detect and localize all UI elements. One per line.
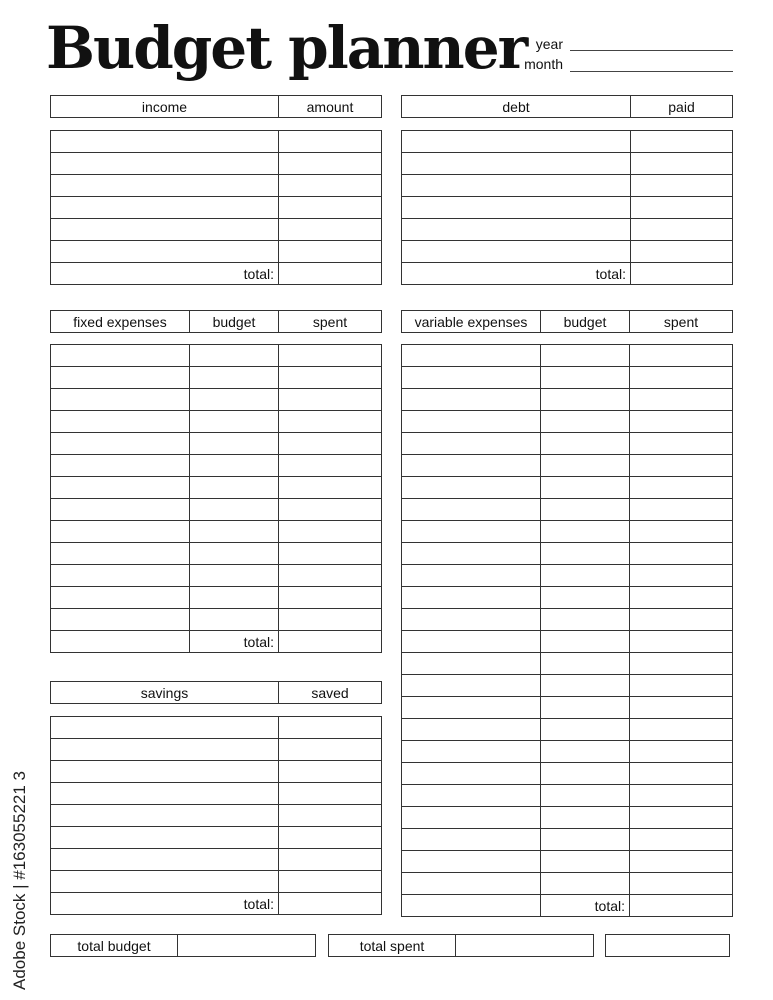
table-row — [402, 411, 733, 433]
total-row — [402, 895, 733, 917]
table-cell[interactable] — [402, 741, 541, 763]
fixed-expenses-col-label: fixed expenses — [51, 311, 190, 333]
table-cell[interactable] — [51, 609, 190, 631]
table-cell[interactable] — [190, 521, 279, 543]
table-cell[interactable] — [279, 827, 382, 849]
table-cell[interactable] — [279, 131, 382, 153]
table-cell[interactable] — [541, 829, 630, 851]
year-label: year — [535, 36, 563, 52]
table-cell[interactable] — [541, 851, 630, 873]
table-row — [402, 131, 733, 153]
table-row — [402, 807, 733, 829]
table-cell[interactable] — [630, 653, 733, 675]
table-cell[interactable] — [402, 697, 541, 719]
table-cell[interactable] — [541, 631, 630, 653]
table-cell[interactable] — [190, 411, 279, 433]
table-row — [51, 565, 382, 587]
month-label: month — [524, 56, 563, 72]
table-cell[interactable] — [51, 543, 190, 565]
table-cell[interactable] — [541, 653, 630, 675]
table-cell[interactable] — [402, 345, 541, 367]
table-row — [402, 675, 733, 697]
table-cell[interactable] — [51, 871, 279, 893]
table-cell[interactable] — [631, 197, 733, 219]
table-row — [402, 499, 733, 521]
table-cell[interactable] — [630, 543, 733, 565]
table-cell[interactable] — [279, 609, 382, 631]
table-cell[interactable] — [51, 175, 279, 197]
table-cell[interactable] — [402, 455, 541, 477]
total-spent-box — [328, 934, 594, 957]
month-field[interactable] — [570, 71, 733, 72]
table-cell[interactable] — [51, 805, 279, 827]
total-value-field[interactable] — [631, 263, 733, 285]
table-cell[interactable] — [51, 455, 190, 477]
variable-expenses-header — [401, 310, 733, 333]
table-row — [51, 609, 382, 631]
table-cell[interactable] — [541, 719, 630, 741]
table-cell[interactable] — [402, 197, 631, 219]
table-cell[interactable] — [402, 587, 541, 609]
table-row — [402, 521, 733, 543]
table-row — [402, 653, 733, 675]
table-cell[interactable] — [402, 521, 541, 543]
table-cell[interactable] — [279, 521, 382, 543]
table-cell[interactable] — [541, 411, 630, 433]
table-row — [402, 175, 733, 197]
debt-col-label: debt — [402, 96, 631, 118]
table-cell[interactable] — [51, 367, 190, 389]
table-cell[interactable] — [402, 477, 541, 499]
fixed-expenses-header — [50, 310, 382, 333]
table-row — [402, 153, 733, 175]
table-row — [51, 241, 382, 263]
table-cell[interactable] — [190, 477, 279, 499]
table-cell[interactable] — [630, 719, 733, 741]
table-cell[interactable] — [51, 477, 190, 499]
total-row — [51, 631, 382, 653]
fixed-expenses-table[interactable] — [50, 344, 382, 653]
table-row — [51, 543, 382, 565]
fixed-spent-col-label: spent — [279, 311, 382, 333]
table-row — [402, 389, 733, 411]
table-cell[interactable] — [402, 719, 541, 741]
table-cell[interactable] — [630, 433, 733, 455]
table-row — [51, 587, 382, 609]
table-cell[interactable] — [279, 175, 382, 197]
table-cell[interactable] — [51, 499, 190, 521]
total-label: total: — [51, 893, 279, 915]
table-row — [402, 785, 733, 807]
table-row — [51, 219, 382, 241]
table-cell[interactable] — [279, 849, 382, 871]
table-row — [51, 477, 382, 499]
table-cell[interactable] — [541, 741, 630, 763]
total-value-field[interactable] — [279, 263, 382, 285]
table-cell[interactable] — [51, 131, 279, 153]
table-row — [51, 389, 382, 411]
table-cell[interactable] — [279, 477, 382, 499]
debt-table[interactable] — [401, 130, 733, 285]
table-row — [402, 433, 733, 455]
table-cell[interactable] — [279, 433, 382, 455]
total-spent-field[interactable] — [456, 935, 594, 957]
table-cell[interactable] — [402, 411, 541, 433]
table-cell[interactable] — [402, 851, 541, 873]
table-cell[interactable] — [402, 389, 541, 411]
table-cell[interactable] — [402, 175, 631, 197]
table-cell[interactable] — [631, 131, 733, 153]
table-cell[interactable] — [279, 367, 382, 389]
table-cell[interactable] — [631, 219, 733, 241]
debt-header — [401, 95, 733, 118]
table-cell[interactable] — [631, 175, 733, 197]
table-row — [402, 197, 733, 219]
table-cell[interactable] — [279, 565, 382, 587]
table-cell[interactable] — [630, 477, 733, 499]
table-cell[interactable] — [51, 565, 190, 587]
table-row — [402, 345, 733, 367]
table-cell[interactable] — [630, 785, 733, 807]
remaining-box[interactable] — [605, 934, 730, 957]
table-row — [51, 805, 382, 827]
table-cell[interactable] — [190, 455, 279, 477]
table-cell[interactable] — [51, 761, 279, 783]
table-cell[interactable] — [279, 499, 382, 521]
table-cell[interactable] — [279, 241, 382, 263]
table-cell[interactable] — [630, 631, 733, 653]
table-cell[interactable] — [51, 219, 279, 241]
fixed-budget-col-label: budget — [190, 311, 279, 333]
table-cell[interactable] — [51, 849, 279, 871]
amount-col-label: amount — [279, 96, 382, 118]
table-row — [402, 697, 733, 719]
table-row — [51, 871, 382, 893]
table-cell[interactable] — [541, 873, 630, 895]
savings-table[interactable] — [50, 716, 382, 915]
table-cell[interactable] — [402, 895, 541, 917]
table-cell[interactable] — [630, 873, 733, 895]
total-label: total: — [541, 895, 630, 917]
table-cell[interactable] — [402, 153, 631, 175]
variable-expenses-col-label: variable expenses — [402, 311, 541, 333]
table-cell[interactable] — [190, 433, 279, 455]
table-row — [402, 609, 733, 631]
table-cell[interactable] — [630, 675, 733, 697]
table-cell[interactable] — [279, 805, 382, 827]
table-row — [51, 849, 382, 871]
table-row — [51, 739, 382, 761]
table-cell[interactable] — [402, 433, 541, 455]
table-row — [402, 631, 733, 653]
table-cell[interactable] — [402, 829, 541, 851]
table-row — [402, 873, 733, 895]
table-cell[interactable] — [541, 389, 630, 411]
total-value-field[interactable] — [279, 631, 382, 653]
table-cell[interactable] — [51, 433, 190, 455]
table-cell[interactable] — [630, 609, 733, 631]
table-row — [402, 763, 733, 785]
table-cell[interactable] — [541, 367, 630, 389]
table-row — [402, 455, 733, 477]
income-col-label: income — [51, 96, 279, 118]
table-cell[interactable] — [190, 587, 279, 609]
table-cell[interactable] — [279, 219, 382, 241]
table-cell[interactable] — [541, 587, 630, 609]
table-row — [51, 455, 382, 477]
table-cell[interactable] — [631, 153, 733, 175]
table-cell[interactable] — [51, 631, 190, 653]
table-cell[interactable] — [51, 345, 190, 367]
table-cell[interactable] — [190, 345, 279, 367]
table-cell[interactable] — [279, 389, 382, 411]
table-cell[interactable] — [402, 565, 541, 587]
table-row — [402, 219, 733, 241]
total-value-field[interactable] — [630, 895, 733, 917]
remaining-field[interactable] — [606, 935, 730, 957]
table-cell[interactable] — [279, 455, 382, 477]
savings-col-label: savings — [51, 682, 279, 704]
table-cell[interactable] — [402, 609, 541, 631]
table-cell[interactable] — [630, 455, 733, 477]
table-row — [51, 717, 382, 739]
total-row — [402, 263, 733, 285]
table-cell[interactable] — [630, 763, 733, 785]
table-cell[interactable] — [402, 543, 541, 565]
table-row — [402, 587, 733, 609]
table-row — [51, 761, 382, 783]
table-cell[interactable] — [541, 499, 630, 521]
table-cell[interactable] — [402, 873, 541, 895]
table-row — [402, 565, 733, 587]
table-cell[interactable] — [541, 785, 630, 807]
table-cell[interactable] — [541, 433, 630, 455]
table-cell[interactable] — [190, 543, 279, 565]
variable-budget-col-label: budget — [541, 311, 630, 333]
savings-header — [50, 681, 382, 704]
table-row — [51, 521, 382, 543]
table-cell[interactable] — [402, 131, 631, 153]
table-row — [51, 827, 382, 849]
table-cell[interactable] — [402, 631, 541, 653]
table-cell[interactable] — [51, 197, 279, 219]
table-cell[interactable] — [279, 153, 382, 175]
table-cell[interactable] — [279, 587, 382, 609]
table-row — [51, 783, 382, 805]
table-cell[interactable] — [51, 717, 279, 739]
table-cell[interactable] — [279, 345, 382, 367]
table-cell[interactable] — [541, 675, 630, 697]
table-cell[interactable] — [630, 499, 733, 521]
table-row — [51, 345, 382, 367]
table-cell[interactable] — [402, 675, 541, 697]
table-cell[interactable] — [51, 739, 279, 761]
table-cell[interactable] — [541, 697, 630, 719]
table-cell[interactable] — [51, 521, 190, 543]
table-cell[interactable] — [541, 345, 630, 367]
table-cell[interactable] — [630, 807, 733, 829]
table-row — [402, 367, 733, 389]
table-cell[interactable] — [541, 763, 630, 785]
table-cell[interactable] — [51, 587, 190, 609]
table-cell[interactable] — [279, 543, 382, 565]
table-cell[interactable] — [631, 241, 733, 263]
table-row — [51, 175, 382, 197]
table-cell[interactable] — [279, 739, 382, 761]
variable-spent-col-label: spent — [630, 311, 733, 333]
table-cell[interactable] — [402, 499, 541, 521]
total-budget-box — [50, 934, 316, 957]
total-row — [51, 893, 382, 915]
saved-col-label: saved — [279, 682, 382, 704]
table-row — [402, 241, 733, 263]
table-cell[interactable] — [190, 565, 279, 587]
table-cell[interactable] — [51, 153, 279, 175]
table-cell[interactable] — [279, 761, 382, 783]
table-cell[interactable] — [51, 783, 279, 805]
total-value-field[interactable] — [279, 893, 382, 915]
table-cell[interactable] — [51, 411, 190, 433]
table-cell[interactable] — [402, 367, 541, 389]
table-cell[interactable] — [279, 717, 382, 739]
table-row — [402, 851, 733, 873]
table-row — [51, 197, 382, 219]
table-cell[interactable] — [541, 543, 630, 565]
total-label: total: — [51, 263, 279, 285]
total-row — [51, 263, 382, 285]
table-cell[interactable] — [630, 851, 733, 873]
table-cell[interactable] — [190, 499, 279, 521]
table-cell[interactable] — [402, 219, 631, 241]
table-cell[interactable] — [630, 345, 733, 367]
table-row — [402, 719, 733, 741]
table-cell[interactable] — [279, 783, 382, 805]
total-label: total: — [402, 263, 631, 285]
table-row — [51, 367, 382, 389]
table-cell[interactable] — [402, 785, 541, 807]
table-row — [402, 543, 733, 565]
table-cell[interactable] — [51, 827, 279, 849]
table-cell[interactable] — [630, 829, 733, 851]
table-cell[interactable] — [541, 455, 630, 477]
table-cell[interactable] — [51, 389, 190, 411]
total-budget-field[interactable] — [178, 935, 316, 957]
table-cell[interactable] — [630, 521, 733, 543]
table-cell[interactable] — [402, 763, 541, 785]
table-cell[interactable] — [190, 609, 279, 631]
table-cell[interactable] — [51, 241, 279, 263]
table-cell[interactable] — [279, 411, 382, 433]
table-cell[interactable] — [190, 389, 279, 411]
variable-expenses-table[interactable] — [401, 344, 733, 917]
paid-col-label: paid — [631, 96, 733, 118]
table-cell[interactable] — [279, 871, 382, 893]
table-cell[interactable] — [402, 807, 541, 829]
year-field[interactable] — [570, 50, 733, 51]
table-cell[interactable] — [279, 197, 382, 219]
table-cell[interactable] — [630, 587, 733, 609]
table-row — [402, 829, 733, 851]
total-budget-label: total budget — [51, 935, 178, 957]
table-row — [402, 741, 733, 763]
table-cell[interactable] — [190, 367, 279, 389]
table-cell[interactable] — [541, 565, 630, 587]
total-label: total: — [190, 631, 279, 653]
table-cell[interactable] — [541, 609, 630, 631]
table-cell[interactable] — [630, 367, 733, 389]
income-header — [50, 95, 382, 118]
table-cell[interactable] — [630, 741, 733, 763]
table-row — [51, 499, 382, 521]
table-row — [51, 433, 382, 455]
table-cell[interactable] — [630, 697, 733, 719]
table-cell[interactable] — [402, 241, 631, 263]
table-cell[interactable] — [541, 807, 630, 829]
table-cell[interactable] — [630, 389, 733, 411]
table-row — [51, 131, 382, 153]
table-cell[interactable] — [541, 521, 630, 543]
table-cell[interactable] — [402, 653, 541, 675]
table-cell[interactable] — [630, 411, 733, 433]
table-cell[interactable] — [630, 565, 733, 587]
page-title: Budget planner — [46, 14, 527, 82]
table-row — [402, 477, 733, 499]
total-spent-label: total spent — [329, 935, 456, 957]
table-row — [51, 411, 382, 433]
table-row — [51, 153, 382, 175]
income-table[interactable] — [50, 130, 382, 285]
stock-watermark: Adobe Stock | #163055221 3 — [10, 771, 29, 990]
table-cell[interactable] — [541, 477, 630, 499]
